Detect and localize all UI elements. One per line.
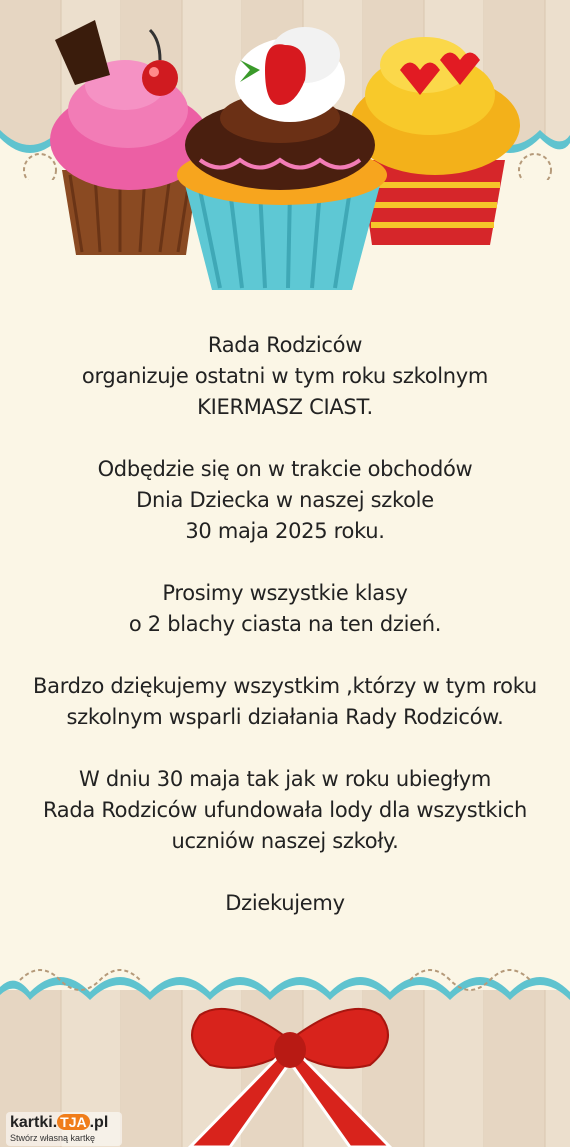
invitation-message [20,330,550,919]
logo-badge: TJA [57,1114,89,1130]
message-line: organizuje ostatni w tym roku szkolnym [81,364,489,388]
logo-prefix: kartki. [10,1114,58,1131]
yellow-cupcake [350,37,520,245]
message-line: Bardzo dziękujemy wszystkim ,którzy w tym roku [33,674,537,698]
message-line: W dniu 30 maja tak jak w roku ubiegłym [78,767,492,791]
message-line: Rada Rodziców ufundowała lody dla wszystkich [42,798,528,822]
message-line: 30 maja 2025 roku. [185,519,385,543]
message-line: o 2 blachy ciasta na ten dzień. [128,612,442,636]
cupcakes-illustration [0,0,570,300]
message-line: uczniów naszej szkoły. [171,829,399,853]
red-ribbon-bow [170,995,410,1147]
pink-cupcake [50,20,210,255]
logo-suffix: .pl [89,1114,109,1131]
message-line: Rada Rodziców [207,333,363,357]
message-line: Dnia Dziecka w naszej szkole [136,488,434,512]
logo-brand [10,1114,108,1132]
kartki-tja-logo[interactable] [6,1112,122,1146]
logo-tagline: Stwórz własną kartkę [10,1133,96,1143]
blue-cupcake [177,27,387,290]
message-line: szkolnym wsparli działania Rady Rodziców. [66,705,504,729]
message-line: Prosimy wszystkie klasy [162,581,408,605]
message-line: KIERMASZ CIAST. [197,395,373,419]
message-line: Odbędzie się on w trakcie obchodów [97,457,473,481]
message-signature: Dziekujemy [225,891,345,915]
